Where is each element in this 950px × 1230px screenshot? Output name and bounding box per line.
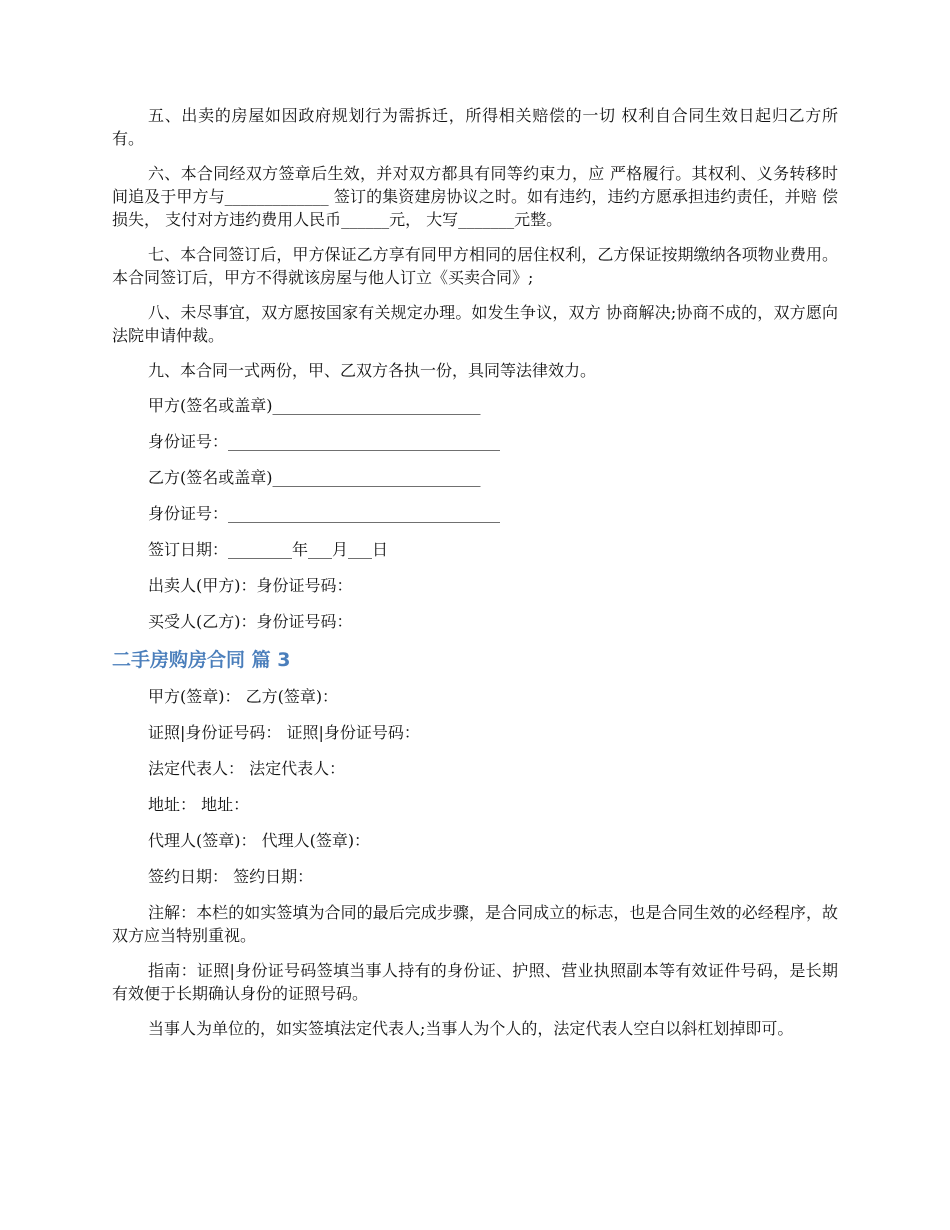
sign-date-line: 签订日期：________年___月___日 xyxy=(148,540,389,559)
clause-eight: 八、未尽事宜，双方愿按国家有关规定办理。如发生争议，双方 协商解决;协商不成的，双方愿向法院申请仲裁。 xyxy=(112,303,838,345)
party-a-signature-line: 甲方(签名或盖章)__________________________ xyxy=(148,396,481,415)
legal-rep-field-row: 法定代表人： 法定代表人： xyxy=(148,759,346,778)
note-guide: 指南：证照|身份证号码签填当事人持有的身份证、护照、营业执照副本等有效证件号码，是长期有效便于长期确认身份的证照号码。 xyxy=(112,961,838,1003)
id-number-field-row: 证照|身份证号码： 证照|身份证号码： xyxy=(148,723,420,742)
buyer-id-line: 买受人(乙方)：身份证号码： xyxy=(148,612,353,631)
party-b-id-line: 身份证号：__________________________________ xyxy=(148,504,501,523)
party-a-id-line: 身份证号：__________________________________ xyxy=(148,432,501,451)
note-annotation: 注解：本栏的如实签填为合同的最后完成步骤，是合同成立的标志，也是合同生效的必经程序，故双方应当特别重视。 xyxy=(112,903,838,945)
signature-field-row: 甲方(签章)： 乙方(签章)： xyxy=(148,687,339,706)
address-field-row: 地址： 地址： xyxy=(148,795,250,814)
sign-date-field-row: 签约日期： 签约日期： xyxy=(148,867,314,886)
section-heading: 二手房购房合同 篇 3 xyxy=(112,649,291,671)
party-b-signature-line: 乙方(签名或盖章)__________________________ xyxy=(148,468,481,487)
clause-nine: 九、本合同一式两份，甲、乙双方各执一份，具同等法律效力。 xyxy=(148,361,597,380)
clause-seven: 七、本合同签订后，甲方保证乙方享有同甲方相同的居住权利，乙方保证按期缴纳各项物业费用。本合同签订后，甲方不得就该房屋与他人订立《买卖合同》; xyxy=(112,245,838,287)
seller-id-line: 出卖人(甲方)：身份证号码： xyxy=(148,576,353,595)
agent-field-row: 代理人(签章)： 代理人(签章)： xyxy=(148,831,371,850)
document-page xyxy=(112,104,838,1052)
note-party-type: 当事人为单位的，如实签填法定代表人;当事人为个人的，法定代表人空白以斜杠划掉即可。 xyxy=(148,1019,794,1038)
clause-five: 五、出卖的房屋如因政府规划行为需拆迁，所得相关赔偿的一切 权利自合同生效日起归乙方所有。 xyxy=(112,106,838,148)
clause-six: 六、本合同经双方签章后生效，并对双方都具有同等约束力，应 严格履行。其权利、义务转移时间追及于甲方与_____________ 签订的集资建房协议之时。如有违约，违约方愿承担违约责任，并赔 偿损失， 支付对方违约费用人民币______元， 大写_______元整。 xyxy=(112,164,838,229)
